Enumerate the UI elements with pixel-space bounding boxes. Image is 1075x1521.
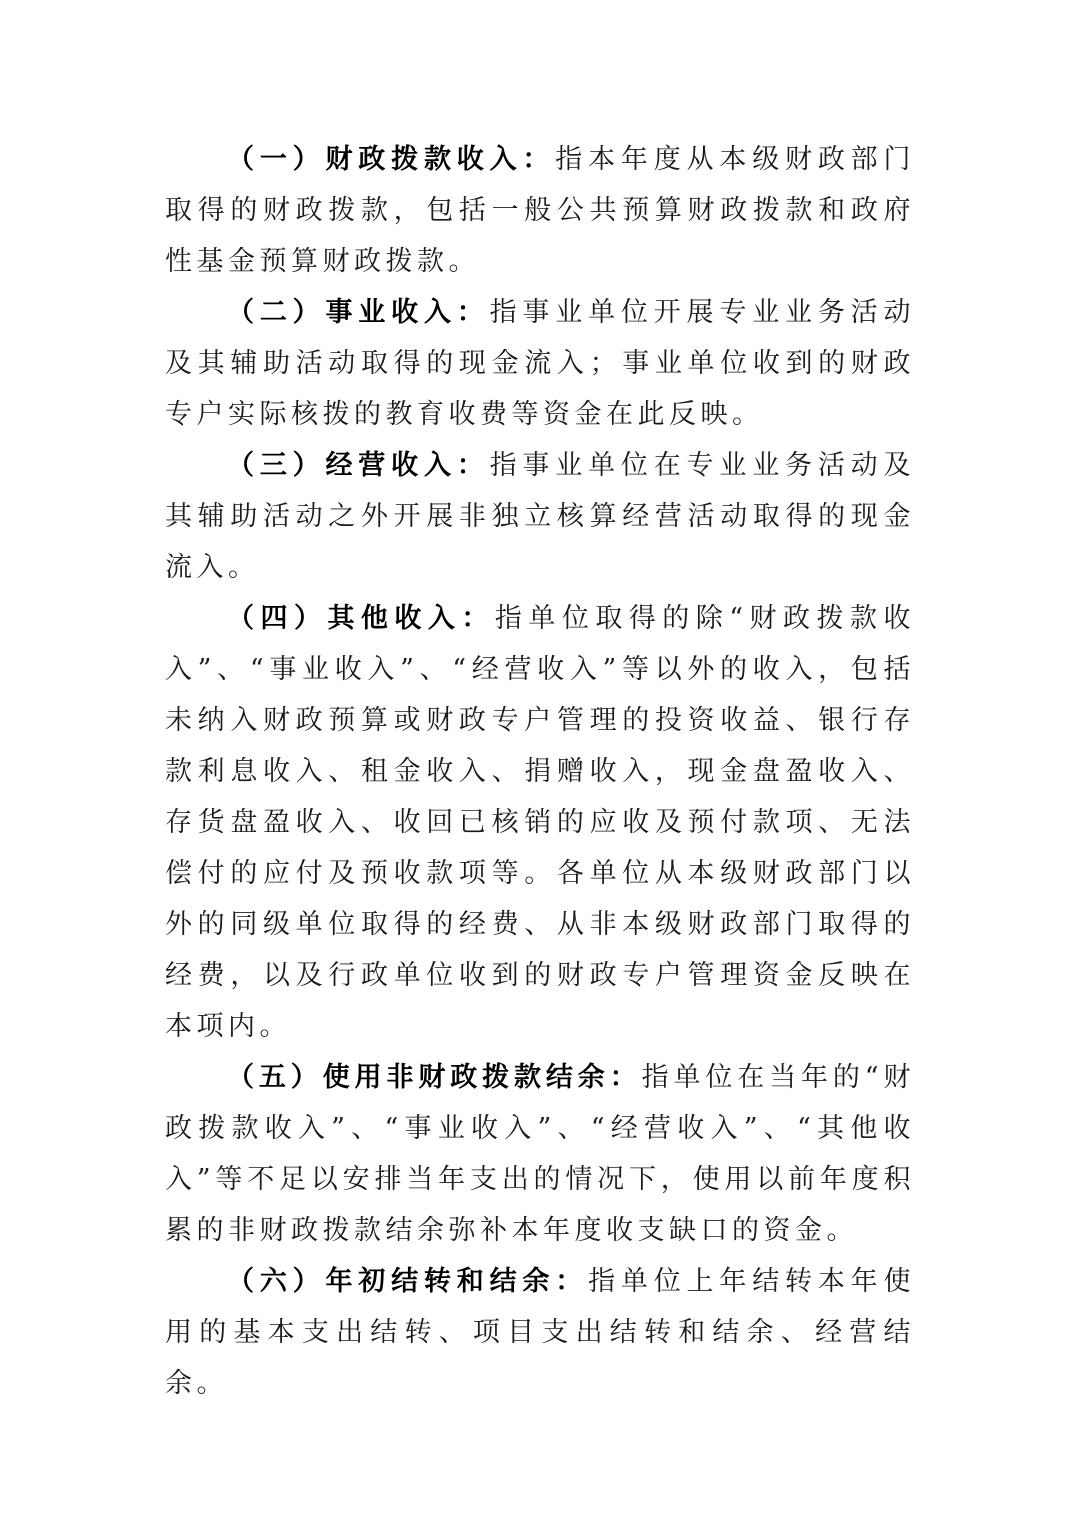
paragraph-text: 指本年度从本级财政部门取得的财政拨款，包括一般公共预算财政拨款和政府性基金预算财政拨款。 [165, 144, 915, 277]
paragraph-term: （五）使用非财政拨款结余： [227, 1062, 642, 1093]
paragraph-other-income [165, 593, 915, 1052]
paragraph-business-income [165, 287, 915, 440]
paragraph-non-fiscal-surplus-use [165, 1052, 915, 1256]
paragraph-term: （二）事业收入： [227, 297, 490, 328]
paragraph-term: （四）其他收入： [227, 603, 495, 634]
paragraph-text: 指单位上年结转本年使用的基本支出结转、项目支出结转和结余、经营结余。 [165, 1266, 916, 1399]
paragraph-text: 指单位在当年的“财政拨款收入”、“事业收入”、“经营收入”、“其他收入”等不足以安排当年支出的情况下，使用以前年度积累的非财政拨款结余弥补本年度收支缺口的资金。 [165, 1062, 916, 1246]
paragraph-term: （六）年初结转和结余： [227, 1266, 589, 1297]
paragraph-text: 指事业单位开展专业业务活动及其辅助活动取得的现金流入；事业单位收到的财政专户实际核拨的教育收费等资金在此反映。 [165, 297, 916, 430]
paragraph-text: 指事业单位在专业业务活动及其辅助活动之外开展非独立核算经营活动取得的现金流入。 [165, 450, 916, 583]
paragraph-term: （三）经营收入： [227, 450, 490, 481]
paragraph-carryover-and-surplus [165, 1256, 915, 1409]
document-body [165, 134, 915, 1409]
paragraph-term: （一）财政拨款收入： [227, 144, 556, 175]
paragraph-fiscal-appropriation-income [165, 134, 915, 287]
paragraph-text: 指单位取得的除“财政拨款收入”、“事业收入”、“经营收入”等以外的收入，包括未纳入财政预算或财政专户管理的投资收益、银行存款利息收入、租金收入、捐赠收入，现金盘盈收入、存货盘盈收入、收回已核销的应收及预付款项、无法偿付的应付及预收款项等。各单位从本级财政部门以外的同级单位取得的经费、从非本级财政部门取得的经费，以及行政单位收到的财政专户管理资金反映在本项内。 [165, 603, 915, 1042]
paragraph-operating-income [165, 440, 915, 593]
